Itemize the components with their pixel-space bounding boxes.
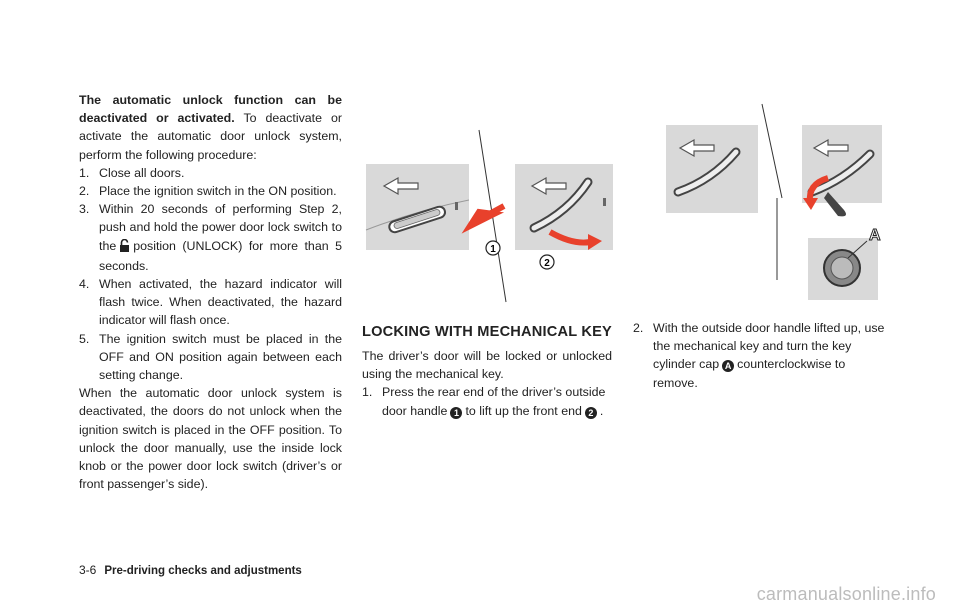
step-number: 1.	[362, 385, 373, 400]
step-number: 4.	[79, 277, 90, 292]
step-text-cont: to lift up the front end	[465, 403, 582, 418]
section-heading: LOCKING WITH MECHANICAL KEY	[362, 324, 612, 340]
step-text: Close all doors.	[99, 165, 185, 180]
callout-a	[869, 227, 881, 244]
column-left	[79, 91, 342, 493]
intro-rest: To deactivate or activate the automatic door unlock system, perform the following procedure:	[79, 111, 342, 162]
body-paragraph: The driver’s door will be locked or unlocked using the mechanical key.	[362, 349, 612, 382]
step-number: 2.	[79, 184, 90, 199]
watermark: carmanualsonline.info	[756, 584, 936, 604]
step-text: The ignition switch must be placed in the OFF and ON position again between each setting change.	[99, 331, 342, 383]
list-item	[79, 164, 342, 182]
closing-paragraph: When the automatic door unlock system is deactivated, the doors do not unlock when the ignition switch is placed in the OFF position. To unlock the door manually, use the inside lock knob or the power door lock switch (driver’s or front passenger’s side).	[79, 386, 342, 492]
callout-1	[486, 241, 500, 255]
step-number: 3.	[79, 202, 90, 217]
list-item	[79, 182, 342, 200]
step-text: Within 20 seconds of performing Step 2, push and hold the power door lock switch to the	[99, 202, 342, 253]
section-title: Pre-driving checks and adjustments	[104, 565, 302, 577]
handle-panel-closed	[366, 164, 469, 250]
list-item	[79, 200, 342, 275]
step-number: 2.	[633, 321, 644, 335]
press-arrow	[470, 206, 504, 226]
door-handle-figure	[358, 110, 613, 310]
cylinder-detail	[808, 238, 878, 300]
list-item	[633, 319, 888, 392]
callout-marker: 1	[450, 407, 462, 419]
step-text: When activated, the hazard indicator will flash twice. When deactivated, the hazard indicator will flash once.	[99, 277, 342, 328]
unlock-icon	[119, 239, 130, 257]
callout-2	[540, 255, 554, 269]
step-text: Press the rear end of the driver’s outside door handle	[382, 385, 606, 418]
list-item	[362, 383, 612, 419]
procedure-steps	[79, 164, 342, 384]
page-number: 3-6	[79, 563, 97, 577]
column-middle	[362, 323, 612, 420]
callout-marker: 2	[585, 407, 597, 419]
svg-text:1: 1	[490, 244, 496, 255]
step-text: With the outside door handle lifted up, use the mechanical key and turn the key cylinder cap	[653, 321, 885, 372]
page-footer	[79, 563, 302, 577]
step-text-cont: counterclockwise to remove.	[653, 357, 846, 390]
step-text: Place the ignition switch in the ON position.	[99, 184, 337, 199]
list-item	[79, 275, 342, 330]
column-right	[633, 319, 888, 392]
step-text-end: .	[599, 403, 604, 418]
procedure-steps	[633, 319, 888, 392]
handle-panel-lifted-2	[666, 125, 758, 213]
step-number: 5.	[79, 331, 90, 346]
divider-line	[762, 104, 782, 198]
callout-marker: A	[722, 360, 734, 372]
svg-text:2: 2	[544, 258, 550, 269]
intro-bold: The automatic unlock function can be deactivated or activated.	[79, 93, 342, 126]
step-text-cont: position (UNLOCK) for more than 5 seconds.	[99, 238, 342, 273]
procedure-steps	[362, 383, 612, 419]
key-cylinder-figure	[632, 100, 882, 310]
intro-paragraph	[79, 91, 342, 164]
svg-text:A: A	[869, 227, 881, 244]
step-number: 1.	[79, 165, 90, 180]
list-item	[79, 330, 342, 385]
